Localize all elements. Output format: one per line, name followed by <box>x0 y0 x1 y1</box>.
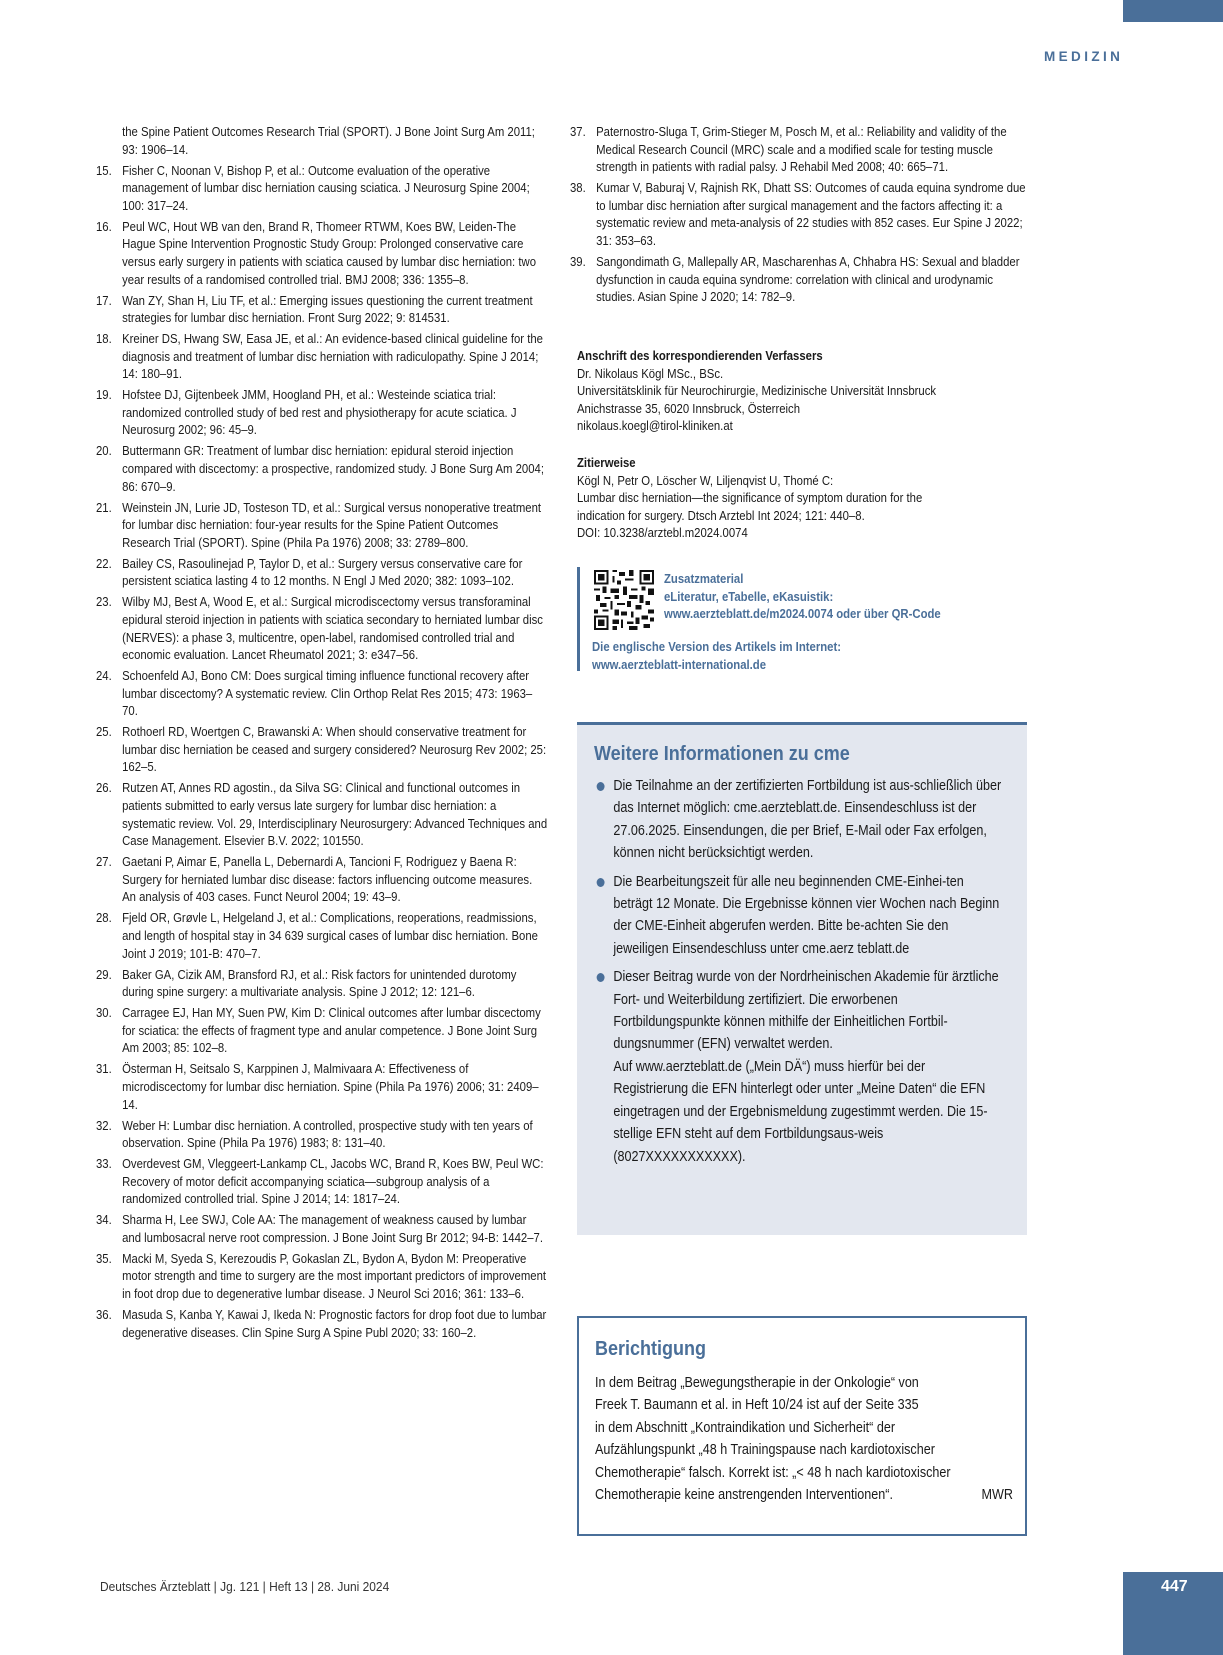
correction-line: Aufzählungspunkt „48 h Trainingspause nach kardiotoxischer <box>595 1442 935 1459</box>
footer-citation <box>100 1579 389 1594</box>
reference-item <box>96 556 548 591</box>
reference-number: 29. <box>96 967 112 982</box>
reference-number: 26. <box>96 781 112 796</box>
reference-item <box>96 1251 548 1304</box>
reference-item <box>96 500 548 553</box>
reference-text: Kumar V, Baburaj V, Rajnish RK, Dhatt SS: Outcomes of cauda equina syndrome due to lumbar disc herniation after surgical management and the factors affecting it: a systematic review and meta-analysis of 22 studies with 852 cases. Eur Spine J 2022; 31: 353–63. <box>596 181 1026 248</box>
correction-line: Freek T. Baumann et al. in Heft 10/24 ist auf der Seite 335 <box>595 1397 919 1414</box>
address-line: Anichstrasse 35, 6020 Innsbruck, Österreich <box>577 401 801 416</box>
reference-text: Sharma H, Lee SWJ, Cole AA: The management of weakness caused by lumbar and lumbosacral nerve root compression. J Bone Joint Surg Br 2012; 94-B: 1442–7. <box>122 1213 543 1245</box>
reference-number: 27. <box>96 855 112 870</box>
journal-name: Deutsches Ärzteblatt <box>100 1579 211 1594</box>
reference-text: Rothoerl RD, Woertgen C, Brawanski A: When should conservative treatment for lumbar disc herniation be ceased and surgery considered? Neurosurg Rev 2002; 25: 162–5. <box>122 725 547 775</box>
reference-item <box>96 724 548 777</box>
reference-number: 35. <box>96 1251 112 1266</box>
cme-list <box>594 775 1003 1174</box>
reference-item <box>570 124 1029 177</box>
reference-item <box>96 668 548 721</box>
reference-number: 28. <box>96 911 112 926</box>
reference-item <box>96 163 548 216</box>
reference-item <box>96 910 548 963</box>
reference-text: the Spine Patient Outcomes Research Trial (SPORT). J Bone Joint Surg Am 2011; 93: 1906–14. <box>122 125 535 157</box>
reference-text: Rutzen AT, Annes RD agostin., da Silva SG: Clinical and functional outcomes in patients submitted to early versus late surgery for lumbar disc herniation: a systematic review. Vol. 29, Interdisciplinary Neurosurgery: Advanced Techniques and Case Management. Elsevier B.V. 2022; 101550. <box>122 781 548 849</box>
reference-number: 17. <box>96 293 112 308</box>
correction-line: Chemotherapie“ falsch. Korrekt ist: „< 48 h nach kardiotoxischer <box>595 1464 951 1481</box>
reference-text: Fjeld OR, Grøvle L, Helgeland J, et al.: Complications, reoperations, readmissions, and length of hospital stay in 34 639 surgical cases of lumbar disc herniation. Bone Joint J 2019; 101-B: 470–7. <box>122 911 538 961</box>
reference-number: 19. <box>96 388 112 403</box>
section-label: MEDIZIN <box>1044 49 1124 64</box>
reference-item <box>570 180 1029 250</box>
reference-number: 33. <box>96 1157 112 1172</box>
page-number: 447 <box>1161 1578 1188 1595</box>
reference-number: 31. <box>96 1062 112 1077</box>
reference-item <box>96 1156 548 1209</box>
reference-text: Weinstein JN, Lurie JD, Tosteson TD, et al.: Surgical versus nonoperative treatment for lumbar disc herniation: four-year results for the Spine Patient Outcomes Research Trial (SPORT). Spine (Phila Pa 1976) 2008; 33: 2789–800. <box>122 500 542 550</box>
reference-number: 37. <box>570 125 586 139</box>
reference-list-left <box>96 124 548 1346</box>
reference-text: Bailey CS, Rasoulinejad P, Taylor D, et al.: Surgery versus conservative care for persistent sciatica lasting 4 to 12 months. N Engl J Med 2020; 382: 1093–102. <box>122 556 523 589</box>
reference-text: Kreiner DS, Hwang SW, Easa JE, et al.: An evidence-based clinical guideline for the diagnosis and treatment of lumbar disc herniation with radiculopathy. Spine J 2014; 14: 180–91. <box>122 332 543 382</box>
reference-item <box>96 331 548 384</box>
reference-number: 32. <box>96 1118 112 1133</box>
supplement-box <box>577 567 1010 671</box>
reference-text: Schoenfeld AJ, Bono CM: Does surgical timing influence functional recovery after lumbar discectomy? A systematic review. Clin Orthop Relat Res 2015; 473: 1963–70. <box>122 669 533 719</box>
bullet-icon <box>597 973 605 982</box>
english-version-link[interactable]: www.aerzteblatt-international.de <box>592 657 767 672</box>
reference-text: Wilby MJ, Best A, Wood E, et al.: Surgical microdiscectomy versus transforaminal epidural steroid injection in patients with sciatica secondary to herniated lumbar disc (NERVES): a phase 3, multicentre, open-label, randomised controlled trial and economic evaluation. Lancet Rheumatol 2021; 3: e347–56. <box>122 595 543 663</box>
reference-number: 34. <box>96 1213 112 1228</box>
correction-box <box>577 1316 1027 1536</box>
correction-last-line <box>595 1484 1013 1506</box>
citation-line: Kögl N, Petr O, Löscher W, Liljenqvist U, Thomé C: <box>577 473 834 488</box>
reference-number: 15. <box>96 163 112 178</box>
correction-signature: MWR <box>981 1487 1013 1504</box>
reference-text: Wan ZY, Shan H, Liu TF, et al.: Emerging issues questioning the current treatment strategies for lumbar disc herniation. Front Surg 2022; 9: 814531. <box>122 293 533 326</box>
bullet-icon <box>597 782 605 791</box>
reference-text: Peul WC, Hout WB van den, Brand R, Thomeer RTWM, Koes BW, Leiden-The Hague Spine Intervention Prognostic Study Group: Prolonged conservative care versus early surgery in patients with sciatica caused by lumbar disc herniation: two year results of a randomised controlled trial. BMJ 2008; 336: 1355–8. <box>122 219 537 287</box>
reference-number: 20. <box>96 444 112 459</box>
supplement-line: eLiteratur, eTabelle, eKasuistik: <box>664 589 834 604</box>
qr-code-icon[interactable] <box>594 570 654 630</box>
cme-item-text: Auf www.aerzteblatt.de („Mein DÄ“) muss hierfür bei der Registrierung die EFN hinterlegt oder unter „Meine Daten“ die EFN eingetragen und der Ergebnismeldung zugestimmt werden. Die 15-stellige EFN steht auf dem Fortbildungsaus-weis (8027XXXXXXXXXXX). <box>613 1058 988 1165</box>
cme-list-item <box>594 966 1003 1168</box>
cme-item-text: Dieser Beitrag wurde von der Nordrheinischen Akademie für ärztliche Fort- und Weiterbildung zertifiziert. Die erworbenen Fortbildungspunkte können mithilfe der Einheitlichen Fortbil-dungsnummer (EFN) verwaltet werden. <box>613 969 999 1053</box>
correction-line: Chemotherapie keine anstrengenden Interventionen“. <box>595 1487 893 1504</box>
reference-item <box>96 293 548 328</box>
reference-item <box>96 594 548 664</box>
reference-item <box>96 219 548 289</box>
correction-line: in dem Abschnitt „Kontraindikation und Sicherheit“ der <box>595 1419 896 1436</box>
supplement-link[interactable]: www.aerzteblatt.de/m2024.0074 oder über QR-Code <box>664 607 941 622</box>
cme-list-item <box>594 775 1003 865</box>
reference-list-right <box>570 124 1029 310</box>
top-accent-bar <box>1123 0 1223 22</box>
reference-number: 30. <box>96 1006 112 1021</box>
reference-text: Sangondimath G, Mallepally AR, Mascharenhas A, Chhabra HS: Sexual and bladder dysfunction in cauda equina syndrome: correlation with clinical and urodynamic studies. Asian Spine J 2020; 14: 782–9. <box>596 254 1020 305</box>
citation-line: Lumbar disc herniation—the significance of symptom duration for the <box>577 491 923 506</box>
address-heading: Anschrift des korrespondierenden Verfassers <box>577 349 823 363</box>
issue-info: | Jg. 121 | Heft 13 | 28. Juni 2024 <box>210 1579 390 1594</box>
reference-text: Masuda S, Kanba Y, Kawai J, Ikeda N: Prognostic factors for drop foot due to lumbar degenerative diseases. Clin Spine Surg A Spine Publ 2020; 33: 160–2. <box>122 1308 547 1340</box>
reference-item <box>96 854 548 907</box>
reference-number: 39. <box>570 254 586 269</box>
reference-text: Weber H: Lumbar disc herniation. A controlled, prospective study with ten years of observation. Spine (Phila Pa 1976) 1983; 8: 131–40. <box>122 1118 533 1151</box>
correction-title: Berichtigung <box>595 1338 707 1360</box>
cme-list-item <box>594 871 1003 961</box>
reference-text: Fisher C, Noonan V, Bishop P, et al.: Outcome evaluation of the operative management of lumbar disc herniation causing sciatica. J Neurosurg Spine 2004; 100: 317–24. <box>122 163 530 213</box>
reference-text: Baker GA, Cizik AM, Bransford RJ, et al.: Risk factors for unintended durotomy during spine surgery: a multivariate analysis. Spine J 2012; 12: 121–6. <box>122 967 517 1000</box>
reference-item <box>96 1061 548 1114</box>
citation-line: indication for surgery. Dtsch Arztebl Int 2024; 121: 440–8. <box>577 508 865 523</box>
reference-number: 38. <box>570 181 586 196</box>
reference-item <box>96 1212 548 1247</box>
reference-text: Carragee EJ, Han MY, Suen PW, Kim D: Clinical outcomes after lumbar discectomy for sciatica: the effects of fragment type and anular competence. J Bone Joint Surg Am 2003; 85: 102–8. <box>122 1006 541 1056</box>
reference-item <box>96 1005 548 1058</box>
reference-number: 16. <box>96 219 112 234</box>
reference-item <box>96 967 548 1002</box>
cme-item-text: Die Bearbeitungszeit für alle neu beginnenden CME-Einhei-ten beträgt 12 Monate. Die Ergebnisse können vier Wochen nach Beginn der CME-Einheit abgerufen werden. Bitte be-achten Sie den jeweiligen Einsendeschluss unter cme.aerz teblatt.de <box>613 873 1000 957</box>
reference-item <box>570 254 1029 307</box>
english-version-label: Die englische Version des Artikels im Internet: <box>592 640 842 654</box>
correction-text <box>595 1372 1013 1506</box>
reference-number: 36. <box>96 1308 112 1322</box>
supplement-text <box>664 571 941 624</box>
address-email[interactable]: nikolaus.koegl@tirol-kliniken.at <box>577 419 733 434</box>
reference-text: Österman H, Seitsalo S, Karppinen J, Malmivaara A: Effectiveness of microdiscectomy for lumbar disc herniation. Spine (Phila Pa 1976) 2006; 31: 2409–14. <box>122 1062 539 1112</box>
reference-item <box>96 387 548 440</box>
reference-number: 22. <box>96 556 112 571</box>
correspondence-address <box>577 348 1000 436</box>
english-version-text <box>592 639 841 674</box>
reference-number: 21. <box>96 500 112 515</box>
reference-item <box>96 1118 548 1153</box>
reference-text: Hofstee DJ, Gijtenbeek JMM, Hoogland PH, et al.: Westeinde sciatica trial: randomized controlled study of bed rest and physiotherapy for acute sciatica. J Neurosurg 2002; 96: 45–9. <box>122 388 517 438</box>
reference-item <box>96 443 548 496</box>
address-line: Universitätsklinik für Neurochirurgie, Medizinische Universität Innsbruck <box>577 384 937 399</box>
cme-item-text: Die Teilnahme an der zertifizierten Fortbildung ist aus-schließlich über das Internet möglich: cme.aerzteblatt.de. Einsendeschluss ist der 27.06.2025. Einsendungen, die per Brief, E-Mail oder Fax erfolgen, können nicht berücksichtigt werden. <box>613 778 1002 862</box>
citation-heading: Zitierweise <box>577 456 636 470</box>
reference-text: Paternostro-Sluga T, Grim-Stieger M, Posch M, et al.: Reliability and validity of the Medical Research Council (MRC) scale and a modified scale for testing muscle strength in patients with radial palsy. J Rehabil Med 2008; 40: 665–71. <box>596 125 1007 175</box>
reference-item <box>96 1307 548 1342</box>
citation-block <box>577 455 1000 543</box>
bullet-icon <box>597 878 605 887</box>
correction-line: In dem Beitrag „Bewegungstherapie in der Onkologie“ von <box>595 1375 919 1391</box>
reference-number: 18. <box>96 332 112 347</box>
reference-text: Buttermann GR: Treatment of lumbar disc herniation: epidural steroid injection compared with discectomy: a prospective, randomized study. J Bone Surg Am 2004; 86: 670–9. <box>122 444 545 494</box>
citation-doi[interactable]: DOI: 10.3238/arztebl.m2024.0074 <box>577 526 748 541</box>
reference-text: Macki M, Syeda S, Kerezoudis P, Gokaslan ZL, Bydon A, Bydon M: Preoperative motor strength and time to surgery are the most important predictors of improvement in foot drop due to degenerative lumbar disease. J Neurol Sci 2016; 361: 133–6. <box>122 1251 547 1302</box>
reference-text: Overdevest GM, Vleggeert-Lankamp CL, Jacobs WC, Brand R, Koes BW, Peul WC: Recovery of motor deficit accompanying sciatica—subgroup analysis of a randomized controlled trial. Spine J 2014; 14: 1817–24. <box>122 1157 544 1207</box>
reference-number: 23. <box>96 595 112 610</box>
reference-number: 24. <box>96 669 112 684</box>
cme-info-box <box>577 722 1027 1235</box>
supplement-title: Zusatzmaterial <box>664 572 744 586</box>
reference-item <box>96 124 548 159</box>
reference-item <box>96 780 548 850</box>
reference-text: Gaetani P, Aimar E, Panella L, Debernardi A, Tancioni F, Rodriguez y Baena R: Surgery for herniated lumbar disc disease: factors influencing outcome measures. An analysis of 403 cases. Funct Neurol 2004; 19: 43–9. <box>122 855 533 905</box>
page-number-box <box>1123 1572 1223 1655</box>
reference-number: 25. <box>96 725 112 740</box>
address-line: Dr. Nikolaus Kögl MSc., BSc. <box>577 366 724 381</box>
cme-title: Weitere Informationen zu cme <box>594 743 850 765</box>
